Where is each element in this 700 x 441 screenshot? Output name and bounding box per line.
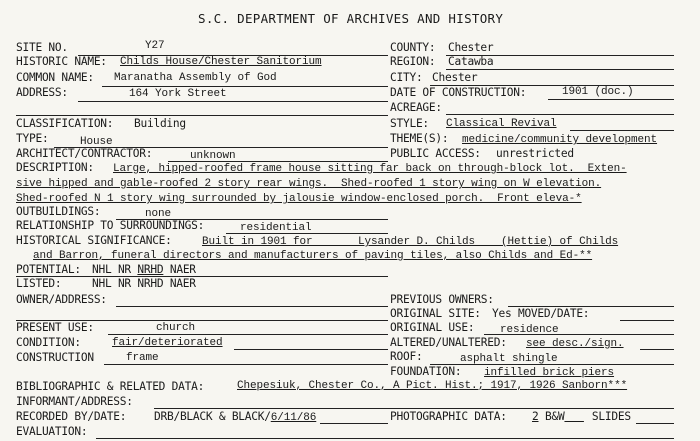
type-label: TYPE:	[16, 132, 49, 145]
bibliographic-label: BIBLIOGRAPHIC & RELATED DATA:	[16, 380, 205, 393]
common-name-label: COMMON NAME:	[16, 71, 94, 84]
potential-tail: NAER	[163, 263, 196, 276]
roof-label: ROOF:	[390, 350, 423, 363]
architect-value: unknown	[190, 150, 236, 162]
blank-line	[16, 115, 388, 116]
relationship-line	[226, 233, 388, 234]
form-title: S.C. DEPARTMENT OF ARCHIVES AND HISTORY	[198, 11, 504, 26]
construction-label: CONSTRUCTION	[16, 351, 94, 364]
photographic-gap	[564, 410, 583, 423]
city-label: CITY:	[390, 71, 423, 84]
photographic-bw: B&W	[538, 410, 565, 423]
condition-line	[234, 349, 388, 350]
date-of-construction-line	[548, 99, 674, 100]
address-line	[78, 101, 388, 102]
evaluation-label: EVALUATION:	[16, 425, 88, 438]
historic-name-label: HISTORIC NAME:	[16, 55, 107, 68]
relationship-label: RELATIONSHIP TO SURROUNDINGS:	[16, 219, 205, 232]
altered-line	[640, 349, 674, 350]
recorded-by-value	[154, 411, 316, 424]
site-no-label: SITE NO.	[16, 41, 68, 54]
foundation-label: FOUNDATION:	[390, 365, 462, 378]
recorded-by-prefix: DRB/BLACK & BLACK/	[154, 410, 271, 423]
altered-label: ALTERED/UNALTERED:	[390, 336, 507, 349]
informant-label: INFORMANT/ADDRESS:	[16, 395, 133, 408]
city-value: Chester	[432, 71, 478, 84]
photographic-value	[532, 411, 631, 423]
outbuildings-value: none	[145, 208, 172, 220]
previous-owners-label: PREVIOUS OWNERS:	[390, 293, 494, 306]
potential-options: NHL NR	[92, 263, 138, 276]
type-value: House	[80, 136, 113, 148]
acreage-line	[446, 114, 674, 115]
region-value: Catawba	[448, 55, 494, 68]
altered-value: see desc./sign.	[526, 338, 624, 350]
description-label: DESCRIPTION:	[16, 161, 94, 174]
theme-label: THEME(S):	[390, 132, 449, 145]
informant-line	[154, 408, 674, 409]
county-value: Chester	[448, 41, 494, 54]
evaluation-line	[96, 438, 674, 439]
acreage-label: ACREAGE:	[390, 101, 442, 114]
address-value: 164 York Street	[129, 88, 227, 100]
original-site-answer: Yes	[492, 307, 518, 320]
relationship-value: residential	[240, 222, 312, 234]
historic-name-value: Childs House/Chester Sanitorium	[120, 56, 322, 68]
listed-values: NHL NR NRHD NAER	[92, 277, 196, 290]
listed-label: LISTED:	[16, 277, 62, 290]
date-of-construction-label: DATE OF CONSTRUCTION:	[390, 86, 527, 99]
architect-line	[168, 161, 388, 162]
original-use-label: ORIGINAL USE:	[390, 321, 475, 334]
original-use-value: residence	[500, 324, 559, 336]
moved-date-line	[620, 320, 674, 321]
potential-selected: NRHD	[137, 263, 164, 276]
outbuildings-label: OUTBUILDINGS:	[16, 205, 101, 218]
site-no-value: Y27	[145, 40, 165, 52]
potential-line	[16, 276, 388, 277]
historical-line-1: Built in 1901 for Lysander D. Childs (Hettie) of Childs	[202, 236, 619, 248]
architect-label: ARCHITECT/CONTRACTOR:	[16, 147, 153, 160]
condition-label: CONDITION:	[16, 336, 81, 349]
bibliographic-value: Chepesiuk, Chester Co., A Pict. Hist.; 1917, 1926 Sanborn***	[237, 380, 628, 392]
foundation-value: infilled brick piers	[484, 367, 615, 379]
recorded-by-label: RECORDED BY/DATE:	[16, 410, 127, 423]
style-line	[570, 130, 674, 131]
potential-label: POTENTIAL:	[16, 263, 81, 276]
present-use-value: church	[156, 322, 196, 334]
classification-value: Building	[134, 117, 186, 130]
present-use-label: PRESENT USE:	[16, 321, 94, 334]
classification-label: CLASSIFICATION:	[16, 117, 114, 130]
condition-value: fair/deteriorated	[112, 337, 223, 349]
original-site-label: ORIGINAL SITE:	[390, 307, 481, 320]
description-line-3: Shed-roofed N 1 story wing surrounded by jalousie window-enclosed porch. Front eleva-*	[16, 193, 582, 205]
region-label: REGION:	[390, 55, 436, 68]
construction-line	[104, 364, 388, 365]
style-label: STYLE:	[390, 117, 429, 130]
photographic-slides: SLIDES	[591, 410, 631, 423]
style-value: Classical Revival	[446, 118, 557, 130]
roof-line	[430, 364, 674, 365]
photographic-label: PHOTOGRAPHIC DATA:	[390, 410, 507, 423]
potential-values	[92, 264, 196, 276]
recorded-by-line	[320, 423, 388, 424]
original-site-value	[492, 308, 589, 320]
region-line	[446, 69, 674, 70]
owner-address-line	[116, 306, 388, 307]
owner-address-label: OWNER/ADDRESS:	[16, 293, 107, 306]
public-access-label: PUBLIC ACCESS:	[390, 147, 481, 160]
photographic-line	[636, 423, 674, 424]
historical-line-2: and Barron, funeral directors and manufacturers of paving tiles, also Childs and Ed-**	[33, 250, 593, 262]
construction-value: frame	[126, 352, 159, 364]
description-line-1: Large, hipped-roofed frame house sitting far back on through-block lot. Exten-	[113, 163, 627, 175]
common-name-line	[102, 86, 388, 87]
photographic-count: 2	[532, 410, 539, 423]
recorded-by-date: 6/11/86	[270, 412, 317, 424]
present-use-line	[108, 334, 388, 335]
description-line-2: sive hipped and gable-roofed 2 story rear wings. Shed-roofed 1 story wing on W elevation.	[16, 178, 602, 190]
public-access-value: unrestricted	[496, 147, 574, 160]
original-use-line	[484, 334, 674, 335]
theme-value: medicine/community development	[462, 134, 658, 146]
common-name-value: Maranatha Assembly of God	[114, 72, 277, 84]
roof-value: asphalt shingle	[460, 353, 558, 365]
historical-significance-label: HISTORICAL SIGNIFICANCE:	[16, 234, 172, 247]
county-label: COUNTY:	[390, 41, 436, 54]
address-label: ADDRESS:	[16, 86, 68, 99]
date-of-construction-value: 1901 (doc.)	[562, 86, 634, 98]
moved-date-label: MOVED/DATE:	[517, 307, 590, 320]
